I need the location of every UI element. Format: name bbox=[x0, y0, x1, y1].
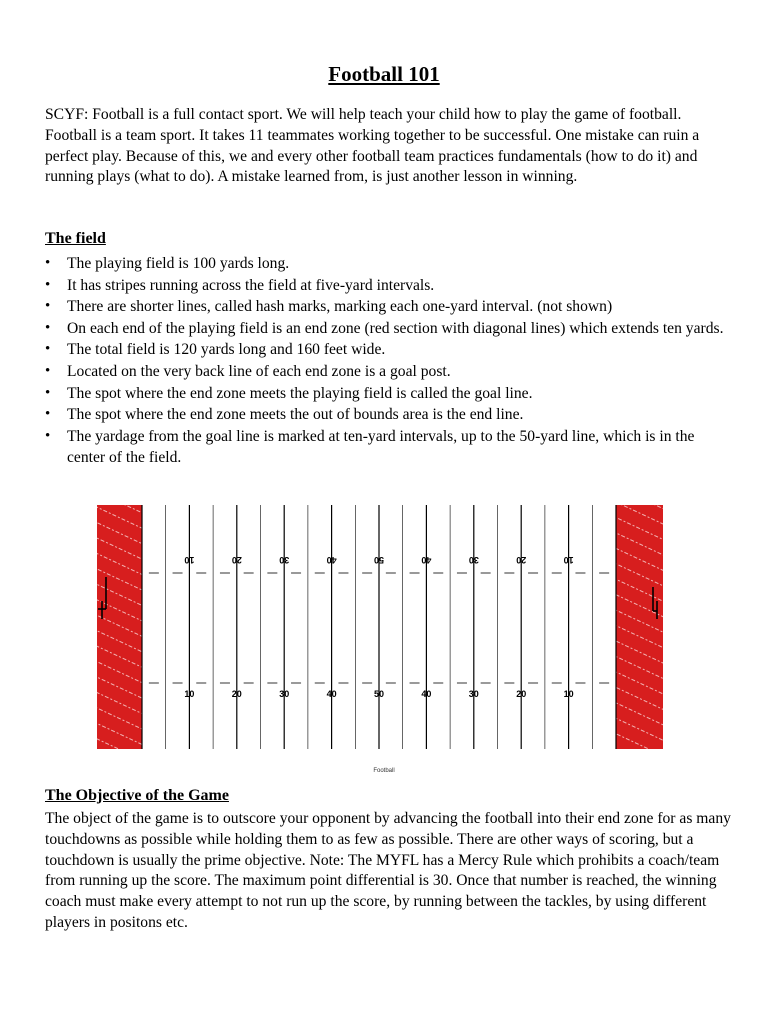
bullet-item: • The yardage from the goal line is marked at ten-yard intervals, up to the 50-yard line, which is in the center of the field. bbox=[45, 427, 695, 467]
yard-number-top: 10 bbox=[184, 555, 195, 565]
yard-number-bottom: 20 bbox=[516, 689, 527, 699]
objective-paragraph: The object of the game is to outscore your opponent by advancing the football into their end zone for as many touchdowns as possible while holding them to as few as possible. There are other ways of scoring, but a touchdown is usually the prime objective. Note: The MYFL has a Mercy Rule which prohibits a coach/team from running up the score. The maximum point differential is 30. Once that number is reached, the winning coach must make every attempt to not run up the score, by running between the tackles, by using different players in positons etc. bbox=[45, 810, 731, 931]
yard-number-top: 40 bbox=[421, 555, 432, 565]
bullet-item: • The spot where the end zone meets the out of bounds area is the end line. bbox=[45, 404, 735, 426]
bullet-item: • On each end of the playing field is an end zone (red section with diagonal lines) which extends ten yards. bbox=[45, 318, 735, 340]
right-endzone bbox=[616, 505, 663, 749]
yard-number-bottom: 10 bbox=[563, 689, 574, 699]
bullet-icon: • bbox=[45, 427, 51, 444]
diagram-caption: Football bbox=[373, 768, 395, 774]
bullet-icon: • bbox=[45, 406, 51, 423]
field-facts-list bbox=[45, 253, 735, 469]
yard-number-top: 10 bbox=[563, 555, 574, 565]
yard-number-top: 30 bbox=[468, 555, 479, 565]
yard-number-top: 30 bbox=[279, 555, 290, 565]
yard-number-bottom: 20 bbox=[231, 689, 242, 699]
yard-number-top: 50 bbox=[373, 555, 385, 565]
bullet-icon: • bbox=[45, 362, 51, 379]
yard-number-top: 20 bbox=[516, 555, 527, 565]
bullet-icon: • bbox=[45, 255, 51, 271]
yard-lines bbox=[142, 505, 616, 749]
field-section-heading: The field bbox=[45, 230, 106, 247]
bullet-icon: • bbox=[45, 341, 51, 358]
field-svg bbox=[97, 505, 663, 749]
yard-number-top: 40 bbox=[326, 555, 337, 565]
yard-number-bottom: 10 bbox=[184, 689, 195, 699]
bullet-item: • There are shorter lines, called hash marks, marking each one-yard interval. (not shown) bbox=[45, 296, 735, 318]
bullet-item: • It has stripes running across the field at five-yard intervals. bbox=[45, 275, 735, 297]
yard-number-bottom: 30 bbox=[468, 689, 479, 699]
field-surface bbox=[97, 505, 663, 749]
bullet-icon: • bbox=[45, 298, 51, 315]
bullet-item: • Located on the very back line of each end zone is a goal post. bbox=[45, 361, 735, 383]
bullet-item: • The spot where the end zone meets the playing field is called the goal line. bbox=[45, 383, 735, 405]
left-endzone bbox=[97, 505, 142, 749]
bullet-item: • The total field is 120 yards long and 160 feet wide. bbox=[45, 339, 735, 361]
bullet-icon: • bbox=[45, 319, 51, 336]
intro-paragraph: SCYF: Football is a full contact sport. We will help teach your child how to play the game of football. Football is a team sport. It takes 11 teammates working together to be successful. One mistake can ruin a perfect play. Because of this, we and every other football team practices fundamentals (how to do it) and running plays (what to do). A mistake learned from, is just another lesson in winning. bbox=[45, 106, 700, 186]
page-title: Football 101 bbox=[328, 62, 440, 86]
objective-section-heading: The Objective of the Game bbox=[45, 787, 229, 804]
football-field-diagram bbox=[97, 505, 663, 749]
bullet-icon: • bbox=[45, 384, 51, 401]
yard-number-bottom: 50 bbox=[373, 689, 385, 699]
yard-number-top: 20 bbox=[231, 555, 242, 565]
yard-number-bottom: 40 bbox=[326, 689, 337, 699]
bullet-item: • The playing field is 100 yards long. bbox=[45, 253, 735, 275]
yard-number-bottom: 30 bbox=[279, 689, 290, 699]
yard-number-bottom: 40 bbox=[421, 689, 432, 699]
bullet-icon: • bbox=[45, 276, 51, 293]
